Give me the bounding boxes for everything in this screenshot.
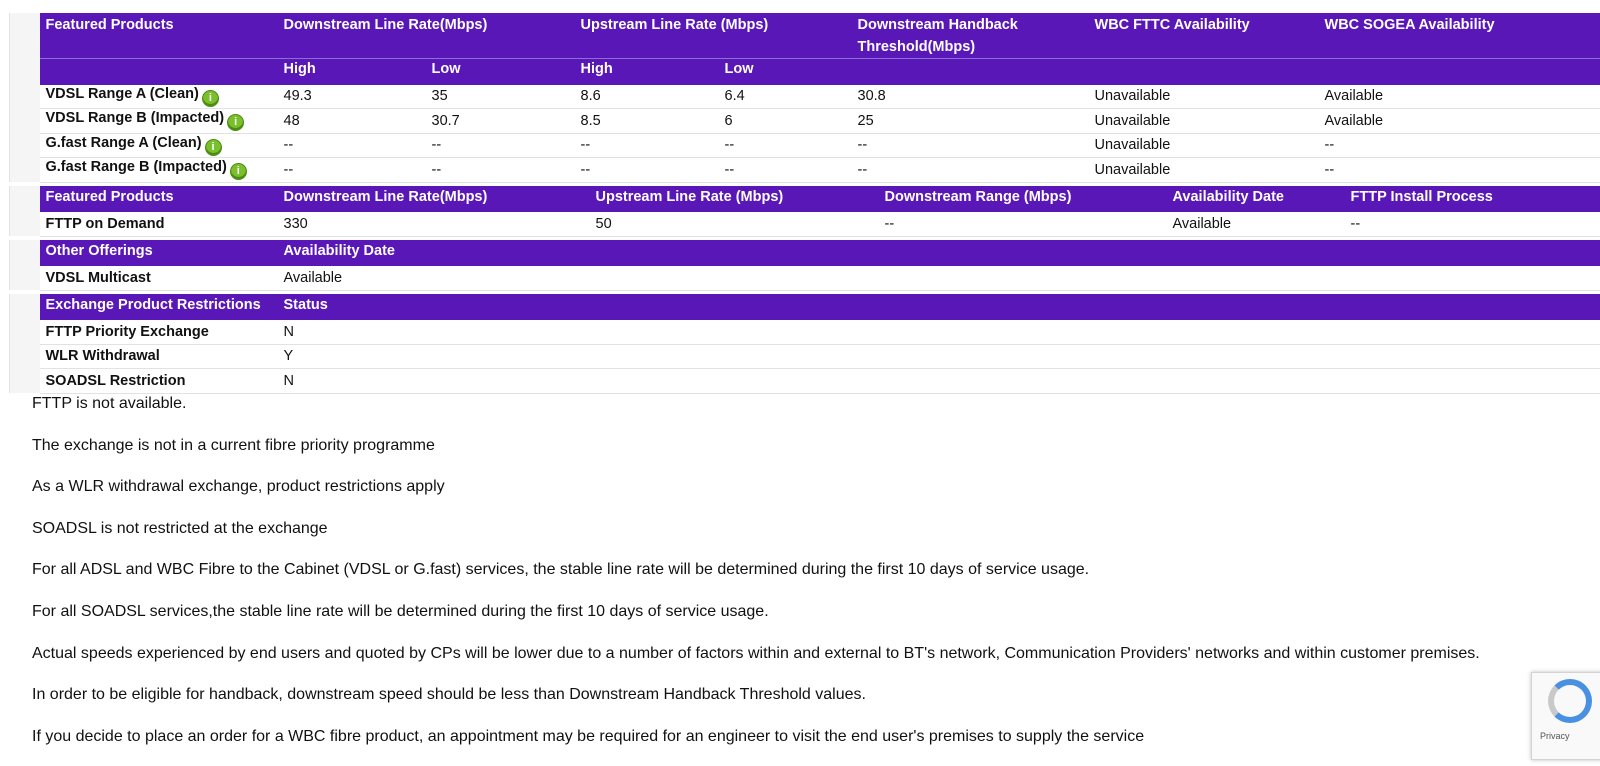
table-row bbox=[10, 212, 1600, 236]
table-cell: Unavailable bbox=[1089, 158, 1319, 183]
table-cell: 6 bbox=[719, 109, 852, 134]
column-header: WBC FTTC Availability bbox=[1089, 13, 1319, 59]
table-cell: 25 bbox=[852, 109, 1089, 134]
featured-fttc-table bbox=[9, 13, 1600, 183]
column-header: Downstream Line Rate(Mbps) bbox=[278, 186, 590, 213]
table-header-row bbox=[10, 294, 1600, 321]
table-cell: 330 bbox=[278, 212, 590, 236]
table-cell: -- bbox=[852, 133, 1089, 158]
featured-fttp-table bbox=[9, 186, 1600, 237]
note-text: As a WLR withdrawal exchange, product restrictions apply bbox=[32, 475, 1572, 517]
note-text: FTTP is not available. bbox=[32, 392, 1572, 434]
exchange-restrictions-table bbox=[9, 294, 1600, 394]
info-icon[interactable]: i bbox=[227, 114, 244, 131]
table-cell: 6.4 bbox=[719, 85, 852, 109]
table-row bbox=[10, 133, 1600, 158]
recaptcha-icon bbox=[1548, 679, 1592, 723]
column-header: FTTP Install Process bbox=[1345, 186, 1600, 213]
column-header: Upstream Line Rate (Mbps) bbox=[590, 186, 879, 213]
table-cell: 49.3 bbox=[278, 85, 426, 109]
note-text: SOADSL is not restricted at the exchange bbox=[32, 517, 1572, 559]
recaptcha-privacy-link[interactable]: Privacy bbox=[1540, 731, 1570, 741]
column-subheader: High bbox=[575, 59, 719, 85]
row-label: VDSL Multicast bbox=[40, 266, 278, 290]
note-text: The exchange is not in a current fibre priority programme bbox=[32, 434, 1572, 476]
table-row bbox=[10, 109, 1600, 134]
table-cell: Y bbox=[278, 344, 1600, 369]
table-subheader-row bbox=[10, 59, 1600, 85]
column-header: Status bbox=[278, 294, 1600, 321]
table-row bbox=[10, 369, 1600, 394]
row-label: G.fast Range B (Impacted) bbox=[46, 159, 227, 175]
table-header-row bbox=[10, 13, 1600, 59]
column-subheader: High bbox=[278, 59, 426, 85]
table-header-row bbox=[10, 240, 1600, 267]
table-cell: -- bbox=[575, 158, 719, 183]
table-cell: 8.6 bbox=[575, 85, 719, 109]
note-text: If you decide to place an order for a WBC fibre product, an appointment may be required for an engineer to visit the end user's premises to supply the service bbox=[32, 725, 1572, 766]
table-cell: 30.7 bbox=[426, 109, 575, 134]
column-header: Availability Date bbox=[1167, 186, 1345, 213]
availability-results bbox=[9, 13, 1600, 394]
info-icon[interactable]: i bbox=[202, 90, 219, 107]
table-cell: -- bbox=[426, 133, 575, 158]
table-cell: Available bbox=[278, 266, 1600, 290]
column-header: Featured Products bbox=[40, 186, 278, 213]
table-cell: Unavailable bbox=[1089, 133, 1319, 158]
table-cell: -- bbox=[1345, 212, 1600, 236]
table-header-row bbox=[10, 186, 1600, 213]
table-cell: -- bbox=[719, 158, 852, 183]
column-header: Downstream Line Rate(Mbps) bbox=[278, 13, 575, 59]
table-row bbox=[10, 158, 1600, 183]
table-cell: Available bbox=[1167, 212, 1345, 236]
table-cell: 48 bbox=[278, 109, 426, 134]
note-text: In order to be eligible for handback, downstream speed should be less than Downstream Handback Threshold values. bbox=[32, 683, 1572, 725]
other-offerings-table bbox=[9, 240, 1600, 291]
column-header: Downstream Range (Mbps) bbox=[879, 186, 1167, 213]
column-header: Availability Date bbox=[278, 240, 1600, 267]
table-row bbox=[10, 344, 1600, 369]
table-cell: -- bbox=[1319, 158, 1600, 183]
table-cell: -- bbox=[1319, 133, 1600, 158]
table-cell: -- bbox=[719, 133, 852, 158]
row-label: VDSL Range B (Impacted) bbox=[46, 110, 225, 126]
table-cell: -- bbox=[575, 133, 719, 158]
row-label: FTTP on Demand bbox=[40, 212, 278, 236]
note-text: For all ADSL and WBC Fibre to the Cabinet (VDSL or G.fast) services, the stable line rate will be determined during the first 10 days of service usage. bbox=[32, 558, 1572, 600]
table-cell: -- bbox=[852, 158, 1089, 183]
table-cell: 35 bbox=[426, 85, 575, 109]
column-header: Other Offerings bbox=[40, 240, 278, 267]
table-cell: 8.5 bbox=[575, 109, 719, 134]
column-header: Exchange Product Restrictions bbox=[40, 294, 278, 321]
info-icon[interactable]: i bbox=[205, 139, 222, 156]
column-header: Upstream Line Rate (Mbps) bbox=[575, 13, 852, 59]
row-label: SOADSL Restriction bbox=[40, 369, 278, 394]
table-row bbox=[10, 266, 1600, 290]
table-cell: Available bbox=[1319, 85, 1600, 109]
recaptcha-badge[interactable] bbox=[1531, 672, 1600, 760]
table-cell: Unavailable bbox=[1089, 85, 1319, 109]
table-cell: -- bbox=[278, 133, 426, 158]
note-text: Actual speeds experienced by end users and quoted by CPs will be lower due to a number of factors within and external to BT's network, Communication Providers' networks and within customer premises. bbox=[32, 642, 1572, 684]
table-row bbox=[10, 320, 1600, 344]
table-cell: N bbox=[278, 369, 1600, 394]
table-cell: -- bbox=[278, 158, 426, 183]
table-cell: Unavailable bbox=[1089, 109, 1319, 134]
row-label: VDSL Range A (Clean) bbox=[46, 86, 199, 102]
table-cell: -- bbox=[879, 212, 1167, 236]
note-text: For all SOADSL services,the stable line rate will be determined during the first 10 days of service usage. bbox=[32, 600, 1572, 642]
table-cell: -- bbox=[426, 158, 575, 183]
table-cell: 30.8 bbox=[852, 85, 1089, 109]
column-subheader: Low bbox=[719, 59, 852, 85]
column-header: Featured Products bbox=[40, 13, 278, 59]
info-icon[interactable]: i bbox=[230, 163, 247, 180]
table-cell: Available bbox=[1319, 109, 1600, 134]
table-cell: N bbox=[278, 320, 1600, 344]
column-header: Downstream Handback Threshold(Mbps) bbox=[852, 13, 1089, 59]
row-label: FTTP Priority Exchange bbox=[40, 320, 278, 344]
row-label: WLR Withdrawal bbox=[40, 344, 278, 369]
notes-section bbox=[32, 392, 1572, 766]
row-label: G.fast Range A (Clean) bbox=[46, 135, 202, 151]
column-subheader: Low bbox=[426, 59, 575, 85]
table-row bbox=[10, 85, 1600, 109]
table-cell: 50 bbox=[590, 212, 879, 236]
column-header: WBC SOGEA Availability bbox=[1319, 13, 1600, 59]
